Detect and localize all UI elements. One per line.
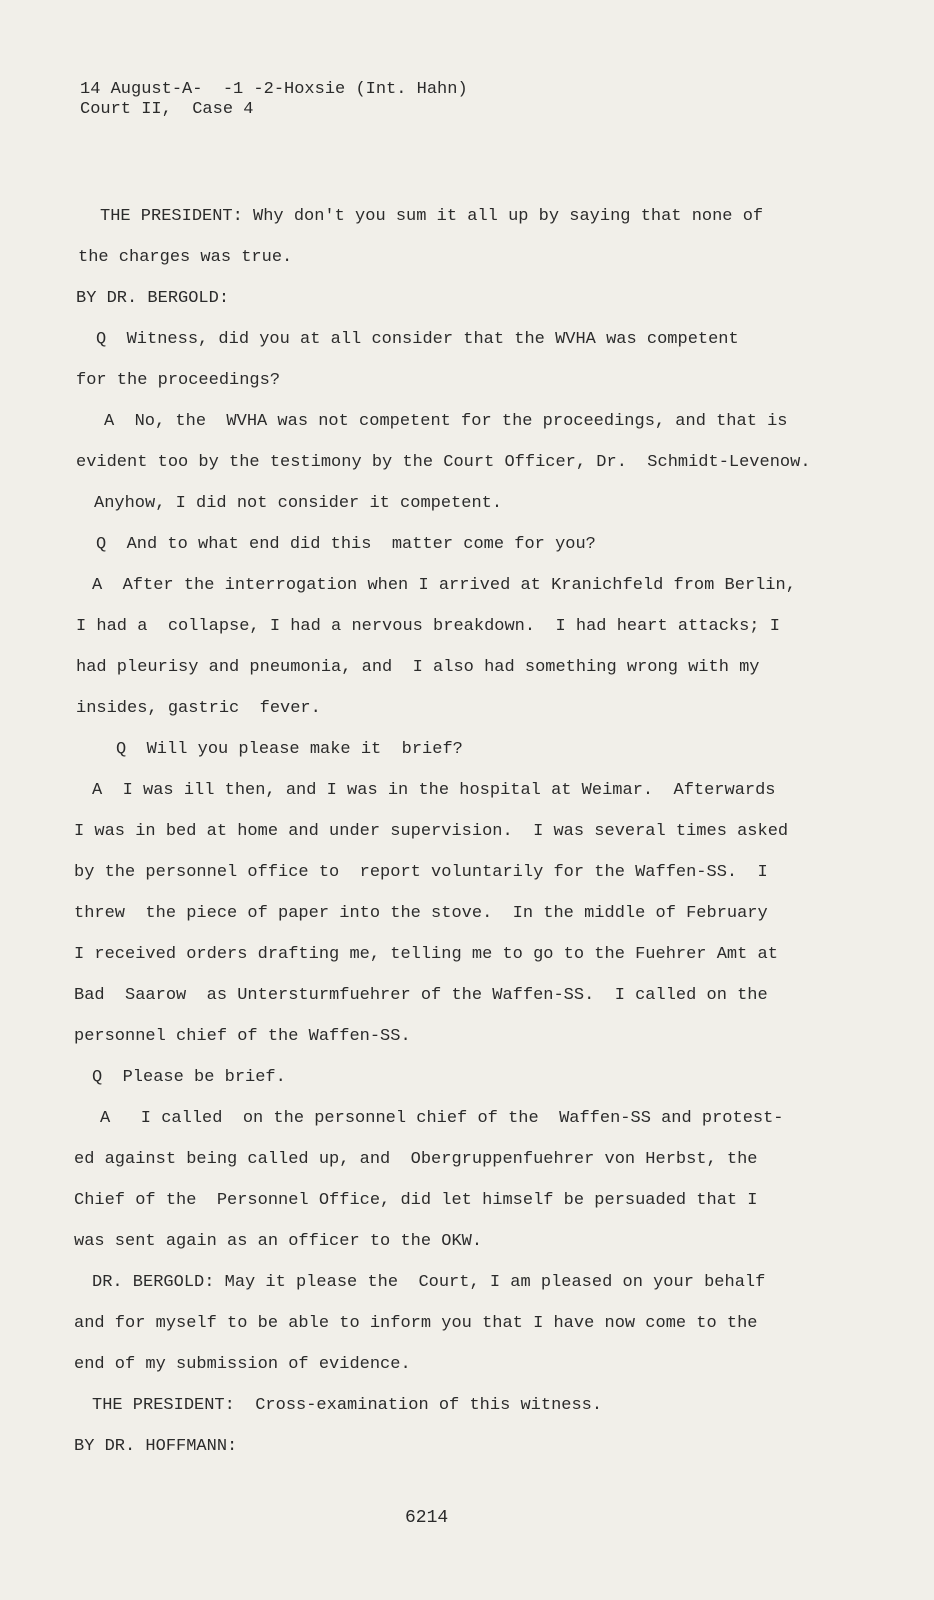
- header-line-1: 14 August-A- -1 -2-Hoxsie (Int. Hahn): [80, 80, 468, 99]
- text-line: Q And to what end did this matter come for you?: [96, 535, 596, 554]
- text-line: was sent again as an officer to the OKW.: [74, 1232, 483, 1251]
- text-line: Q Witness, did you at all consider that the WVHA was competent: [96, 330, 739, 349]
- text-line: evident too by the testimony by the Court Officer, Dr. Schmidt-Levenow.: [76, 453, 811, 472]
- text-line: BY DR. HOFFMANN:: [74, 1437, 238, 1456]
- text-line: I received orders drafting me, telling me to go to the Fuehrer Amt at: [74, 945, 778, 964]
- text-line: by the personnel office to report voluntarily for the Waffen-SS. I: [74, 863, 768, 882]
- text-line: ed against being called up, and Obergruppenfuehrer von Herbst, the: [74, 1150, 758, 1169]
- text-line: end of my submission of evidence.: [74, 1355, 411, 1374]
- text-line: BY DR. BERGOLD:: [76, 289, 230, 308]
- text-line: personnel chief of the Waffen-SS.: [74, 1027, 411, 1046]
- text-line: A I was ill then, and I was in the hospital at Weimar. Afterwards: [92, 781, 776, 800]
- page-number: 6214: [405, 1508, 449, 1528]
- text-line: Q Please be brief.: [92, 1068, 286, 1087]
- text-line: the charges was true.: [78, 248, 293, 267]
- text-line: DR. BERGOLD: May it please the Court, I am pleased on your behalf: [92, 1273, 766, 1292]
- text-line: A After the interrogation when I arrived at Kranichfeld from Berlin,: [92, 576, 796, 595]
- text-line: I was in bed at home and under supervision. I was several times asked: [74, 822, 789, 841]
- text-line: I had a collapse, I had a nervous breakdown. I had heart attacks; I: [76, 617, 780, 636]
- text-line: A I called on the personnel chief of the Waffen-SS and protest-: [100, 1109, 784, 1128]
- text-line: insides, gastric fever.: [76, 699, 321, 718]
- header-line-2: Court II, Case 4: [80, 100, 254, 119]
- text-line: for the proceedings?: [76, 371, 281, 390]
- text-line: threw the piece of paper into the stove. In the middle of February: [74, 904, 768, 923]
- text-line: A No, the WVHA was not competent for the proceedings, and that is: [104, 412, 788, 431]
- text-line: THE PRESIDENT: Why don't you sum it all up by saying that none of: [100, 207, 764, 226]
- text-line: and for myself to be able to inform you that I have now come to the: [74, 1314, 758, 1333]
- text-line: Chief of the Personnel Office, did let himself be persuaded that I: [74, 1191, 758, 1210]
- text-line: Bad Saarow as Untersturmfuehrer of the Waffen-SS. I called on the: [74, 986, 768, 1005]
- text-line: had pleurisy and pneumonia, and I also had something wrong with my: [76, 658, 760, 677]
- text-line: Anyhow, I did not consider it competent.: [94, 494, 503, 513]
- text-line: Q Will you please make it brief?: [116, 740, 463, 759]
- text-line: THE PRESIDENT: Cross-examination of this witness.: [92, 1396, 603, 1415]
